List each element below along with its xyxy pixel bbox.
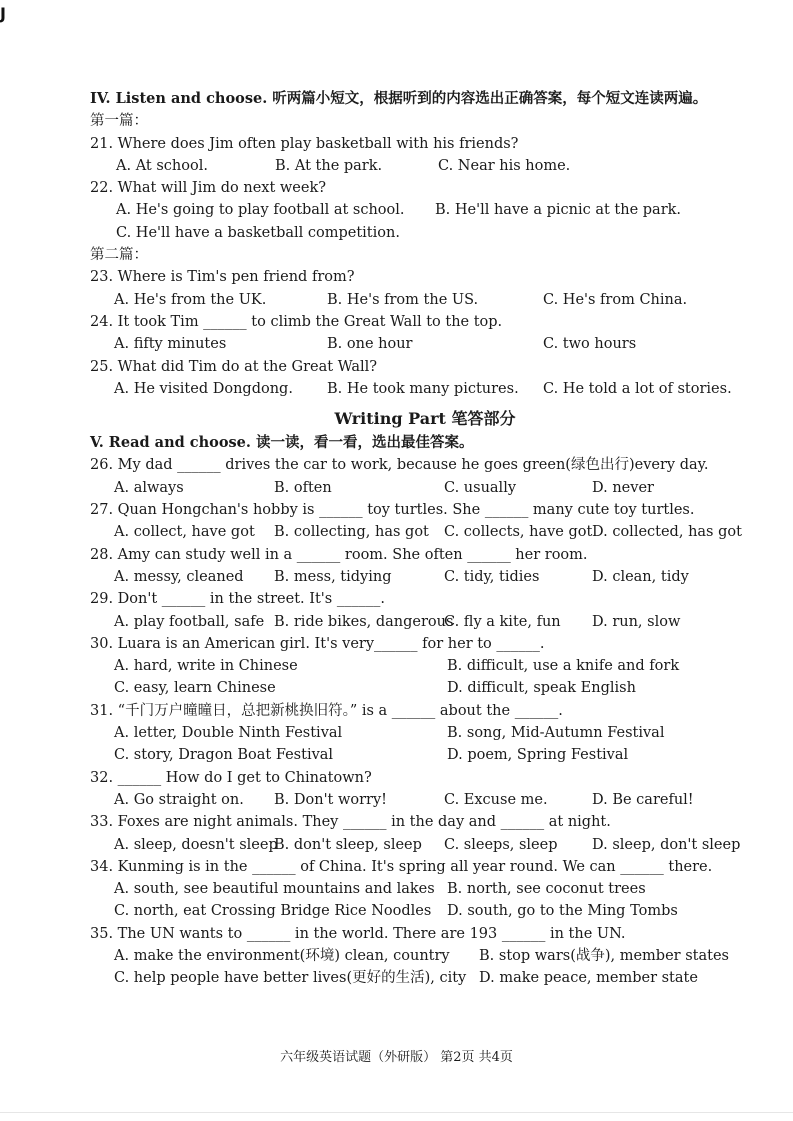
option-33-d[interactable]: D. sleep, don't sleep bbox=[592, 836, 741, 853]
question-27: 27. Quan Hongchan's hobby is ______ toy turtles. She ______ many cute toy turtles. bbox=[90, 502, 695, 519]
option-21-a[interactable]: A. At school. bbox=[116, 157, 208, 174]
option-27-c[interactable]: C. collects, have got bbox=[444, 524, 593, 541]
option-26-c[interactable]: C. usually bbox=[444, 479, 517, 496]
question-25: 25. What did Tim do at the Great Wall? bbox=[90, 358, 378, 375]
option-25-a[interactable]: A. He visited Dongdong. bbox=[114, 380, 293, 397]
option-35-b[interactable]: B. stop wars(战争), member states bbox=[479, 947, 729, 964]
options-35b bbox=[90, 967, 760, 989]
option-30-d[interactable]: D. difficult, speak English bbox=[447, 680, 636, 697]
exam-page-content bbox=[90, 88, 760, 990]
option-34-c[interactable]: C. north, eat Crossing Bridge Rice Noodles bbox=[114, 903, 432, 920]
options-23 bbox=[90, 289, 760, 311]
options-32 bbox=[90, 789, 760, 811]
option-33-a[interactable]: A. sleep, doesn't sleep bbox=[114, 836, 278, 853]
option-28-c[interactable]: C. tidy, tidies bbox=[444, 568, 540, 585]
option-35-c[interactable]: C. help people have better lives(更好的生活), city bbox=[114, 970, 467, 987]
option-26-b[interactable]: B. often bbox=[274, 479, 332, 496]
section-4-title: IV. Listen and choose. 听两篇小短文，根据听到的内容选出正确答案，每个短文连读两遍。 bbox=[90, 90, 708, 107]
question-22: 22. What will Jim do next week? bbox=[90, 180, 327, 197]
page-footer: 六年级英语试题（外研版） 第2页 共4页 bbox=[280, 1050, 513, 1065]
bottom-divider bbox=[0, 1112, 793, 1113]
option-29-d[interactable]: D. run, slow bbox=[592, 613, 681, 630]
options-22b bbox=[90, 222, 760, 244]
options-31a bbox=[90, 722, 760, 744]
option-23-c[interactable]: C. He's from China. bbox=[543, 291, 688, 308]
options-34b bbox=[90, 900, 760, 922]
option-30-c[interactable]: C. easy, learn Chinese bbox=[114, 680, 276, 697]
option-32-b[interactable]: B. Don't worry! bbox=[274, 791, 388, 808]
section-5-title: V. Read and choose. 读一读，看一看，选出最佳答案。 bbox=[90, 434, 474, 452]
option-32-a[interactable]: A. Go straight on. bbox=[114, 791, 244, 808]
option-28-a[interactable]: A. messy, cleaned bbox=[114, 568, 244, 585]
options-22a bbox=[90, 199, 760, 221]
option-32-d[interactable]: D. Be careful! bbox=[592, 791, 694, 808]
option-34-d[interactable]: D. south, go to the Ming Tombs bbox=[447, 903, 678, 920]
option-27-a[interactable]: A. collect, have got bbox=[114, 524, 255, 541]
option-28-b[interactable]: B. mess, tidying bbox=[274, 568, 392, 585]
option-24-b[interactable]: B. one hour bbox=[327, 336, 413, 353]
option-30-a[interactable]: A. hard, write in Chinese bbox=[114, 658, 298, 675]
option-31-d[interactable]: D. poem, Spring Festival bbox=[447, 747, 629, 764]
option-23-b[interactable]: B. He's from the US. bbox=[327, 291, 479, 308]
option-29-a[interactable]: A. play football, safe bbox=[114, 613, 265, 630]
option-25-b[interactable]: B. He took many pictures. bbox=[327, 380, 519, 397]
options-30a bbox=[90, 655, 760, 677]
option-35-a[interactable]: A. make the environment(环境) clean, country bbox=[114, 947, 450, 964]
option-21-c[interactable]: C. Near his home. bbox=[438, 157, 571, 174]
option-31-b[interactable]: B. song, Mid-Autumn Festival bbox=[447, 725, 665, 742]
question-34: 34. Kunming is in the ______ of China. It's spring all year round. We can ______ there. bbox=[90, 858, 713, 875]
option-26-a[interactable]: A. always bbox=[114, 479, 184, 496]
options-24 bbox=[90, 333, 760, 355]
option-25-c[interactable]: C. He told a lot of stories. bbox=[543, 380, 732, 397]
options-31b bbox=[90, 744, 760, 766]
page-corner-mark: J bbox=[0, 4, 6, 23]
option-26-d[interactable]: D. never bbox=[592, 479, 654, 496]
option-27-d[interactable]: D. collected, has got bbox=[592, 524, 742, 541]
passage-1-label: 第一篇： bbox=[90, 113, 148, 130]
option-29-c[interactable]: C. fly a kite, fun bbox=[444, 613, 561, 630]
option-24-a[interactable]: A. fifty minutes bbox=[114, 336, 227, 353]
options-28 bbox=[90, 566, 760, 588]
question-33: 33. Foxes are night animals. They ______ in the day and ______ at night. bbox=[90, 814, 611, 831]
question-26: 26. My dad ______ drives the car to work, because he goes green(绿色出行)every day. bbox=[90, 457, 709, 474]
option-21-b[interactable]: B. At the park. bbox=[275, 157, 383, 174]
question-21: 21. Where does Jim often play basketball with his friends? bbox=[90, 135, 519, 152]
question-30: 30. Luara is an American girl. It's very______ for her to ______. bbox=[90, 635, 545, 652]
option-23-a[interactable]: A. He's from the UK. bbox=[114, 291, 267, 308]
option-34-a[interactable]: A. south, see beautiful mountains and lakes bbox=[114, 881, 435, 898]
option-24-c[interactable]: C. two hours bbox=[543, 336, 637, 353]
option-30-b[interactable]: B. difficult, use a knife and fork bbox=[447, 658, 680, 675]
question-23: 23. Where is Tim's pen friend from? bbox=[90, 269, 355, 286]
question-35: 35. The UN wants to ______ in the world. There are 193 ______ in the UN. bbox=[90, 925, 626, 942]
options-25 bbox=[90, 378, 760, 400]
option-22-c[interactable]: C. He'll have a basketball competition. bbox=[116, 224, 400, 241]
option-33-b[interactable]: B. don't sleep, sleep bbox=[274, 836, 422, 853]
passage-2-label: 第二篇： bbox=[90, 247, 148, 264]
option-35-d[interactable]: D. make peace, member state bbox=[479, 970, 698, 987]
options-34a bbox=[90, 878, 760, 900]
options-27 bbox=[90, 521, 760, 543]
question-28: 28. Amy can study well in a ______ room. She often ______ her room. bbox=[90, 546, 588, 563]
options-29 bbox=[90, 611, 760, 633]
question-29: 29. Don't ______ in the street. It's ______. bbox=[90, 591, 385, 608]
question-24: 24. It took Tim ______ to climb the Great Wall to the top. bbox=[90, 313, 503, 330]
options-30b bbox=[90, 677, 760, 699]
writing-part-title: Writing Part 笔答部分 bbox=[334, 409, 516, 429]
option-22-a[interactable]: A. He's going to play football at school. bbox=[116, 202, 405, 219]
question-32: 32. ______ How do I get to Chinatown? bbox=[90, 769, 372, 786]
options-33 bbox=[90, 834, 760, 856]
option-31-c[interactable]: C. story, Dragon Boat Festival bbox=[114, 747, 334, 764]
options-21 bbox=[90, 155, 760, 177]
option-32-c[interactable]: C. Excuse me. bbox=[444, 791, 548, 808]
option-28-d[interactable]: D. clean, tidy bbox=[592, 568, 689, 585]
options-35a bbox=[90, 945, 760, 967]
option-34-b[interactable]: B. north, see coconut trees bbox=[447, 881, 646, 898]
option-27-b[interactable]: B. collecting, has got bbox=[274, 524, 429, 541]
question-31: 31. “千门万户曈曈日，总把新桃换旧符。” is a ______ about the ______. bbox=[90, 702, 563, 719]
option-33-c[interactable]: C. sleeps, sleep bbox=[444, 836, 558, 853]
option-29-b[interactable]: B. ride bikes, dangerous bbox=[274, 613, 454, 630]
option-31-a[interactable]: A. letter, Double Ninth Festival bbox=[114, 725, 343, 742]
option-22-b[interactable]: B. He'll have a picnic at the park. bbox=[435, 202, 682, 219]
options-26 bbox=[90, 477, 760, 499]
